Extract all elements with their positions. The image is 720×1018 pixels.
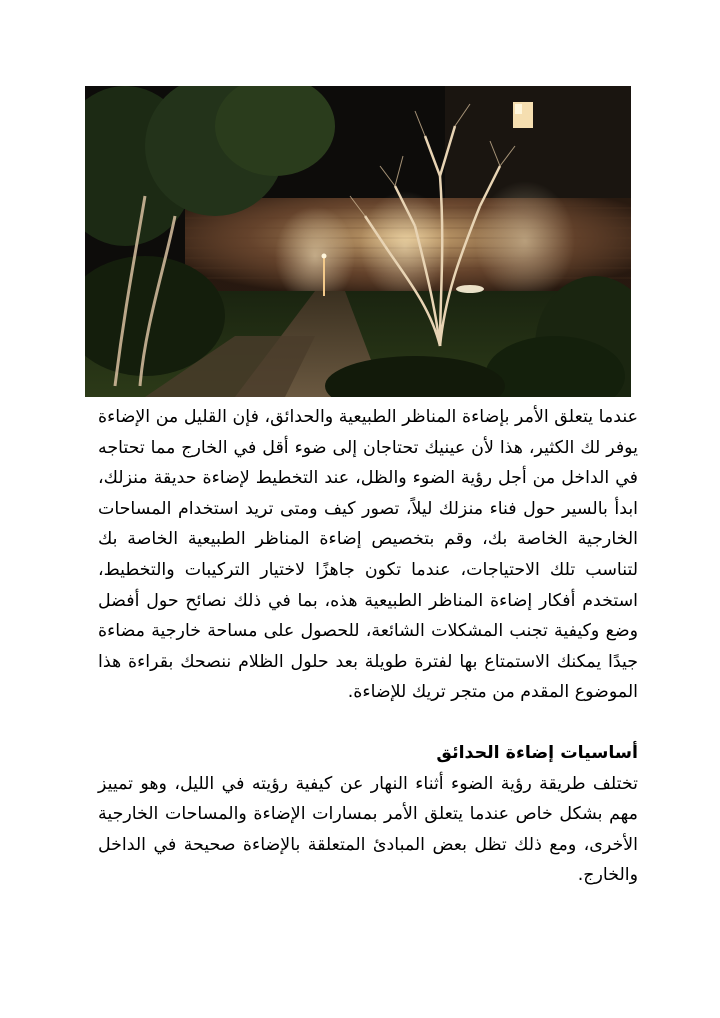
garden-night-lighting-photo-icon [85,86,631,397]
section-paragraph: تختلف طريقة رؤية الضوء أثناء النهار عن كيفية رؤيته في الليل، وهو تمييز مهم بشكل خاص عندما يتعلق الأمر بمسارات الإضاءة والمساحات الخارجية الأخرى، ومع ذلك تظل بعض المبادئ المتعلقة بالإضاءة صحيحة في الداخل والخارج. [98,773,638,886]
section-heading: أساسيات إضاءة الحدائق [436,742,638,763]
intro-paragraph: عندما يتعلق الأمر بإضاءة المناظر الطبيعية والحدائق، فإن القليل من الإضاءة يوفر لك الكثير، هذا لأن عينيك تحتاجان إلى ضوء أقل في الخارج مما تحتاجه في الداخل من أجل رؤية الضوء والظل، عند التخطيط لإضاءة حديقة منزلك، ابدأ بالسير حول فناء منزلك ليلاً، تصور كيف ومتى تريد استخدام المساحات الخارجية الخاصة بك، وقم بتخصيص إضاءة المناظر الطبيعية الخاصة بك لتناسب تلك الاحتياجات، عندما تكون جاهزًا لاختيار التركيبات والتخطيط، استخدم أفكار إضاءة المناظر الطبيعية هذه، بما في ذلك نصائح حول أفضل وضع وكيفية تجنب المشكلات الشائعة، للحصول على مساحة خارجية مضاءة جيدًا يمكنك الاستمتاع بها لفترة طويلة بعد حلول الظلام ننصحك بقراءة هذا الموضوع المقدم من متجر تريك للإضاءة. [98,407,638,703]
garden-photo [85,86,631,397]
article-body [98,402,638,891]
